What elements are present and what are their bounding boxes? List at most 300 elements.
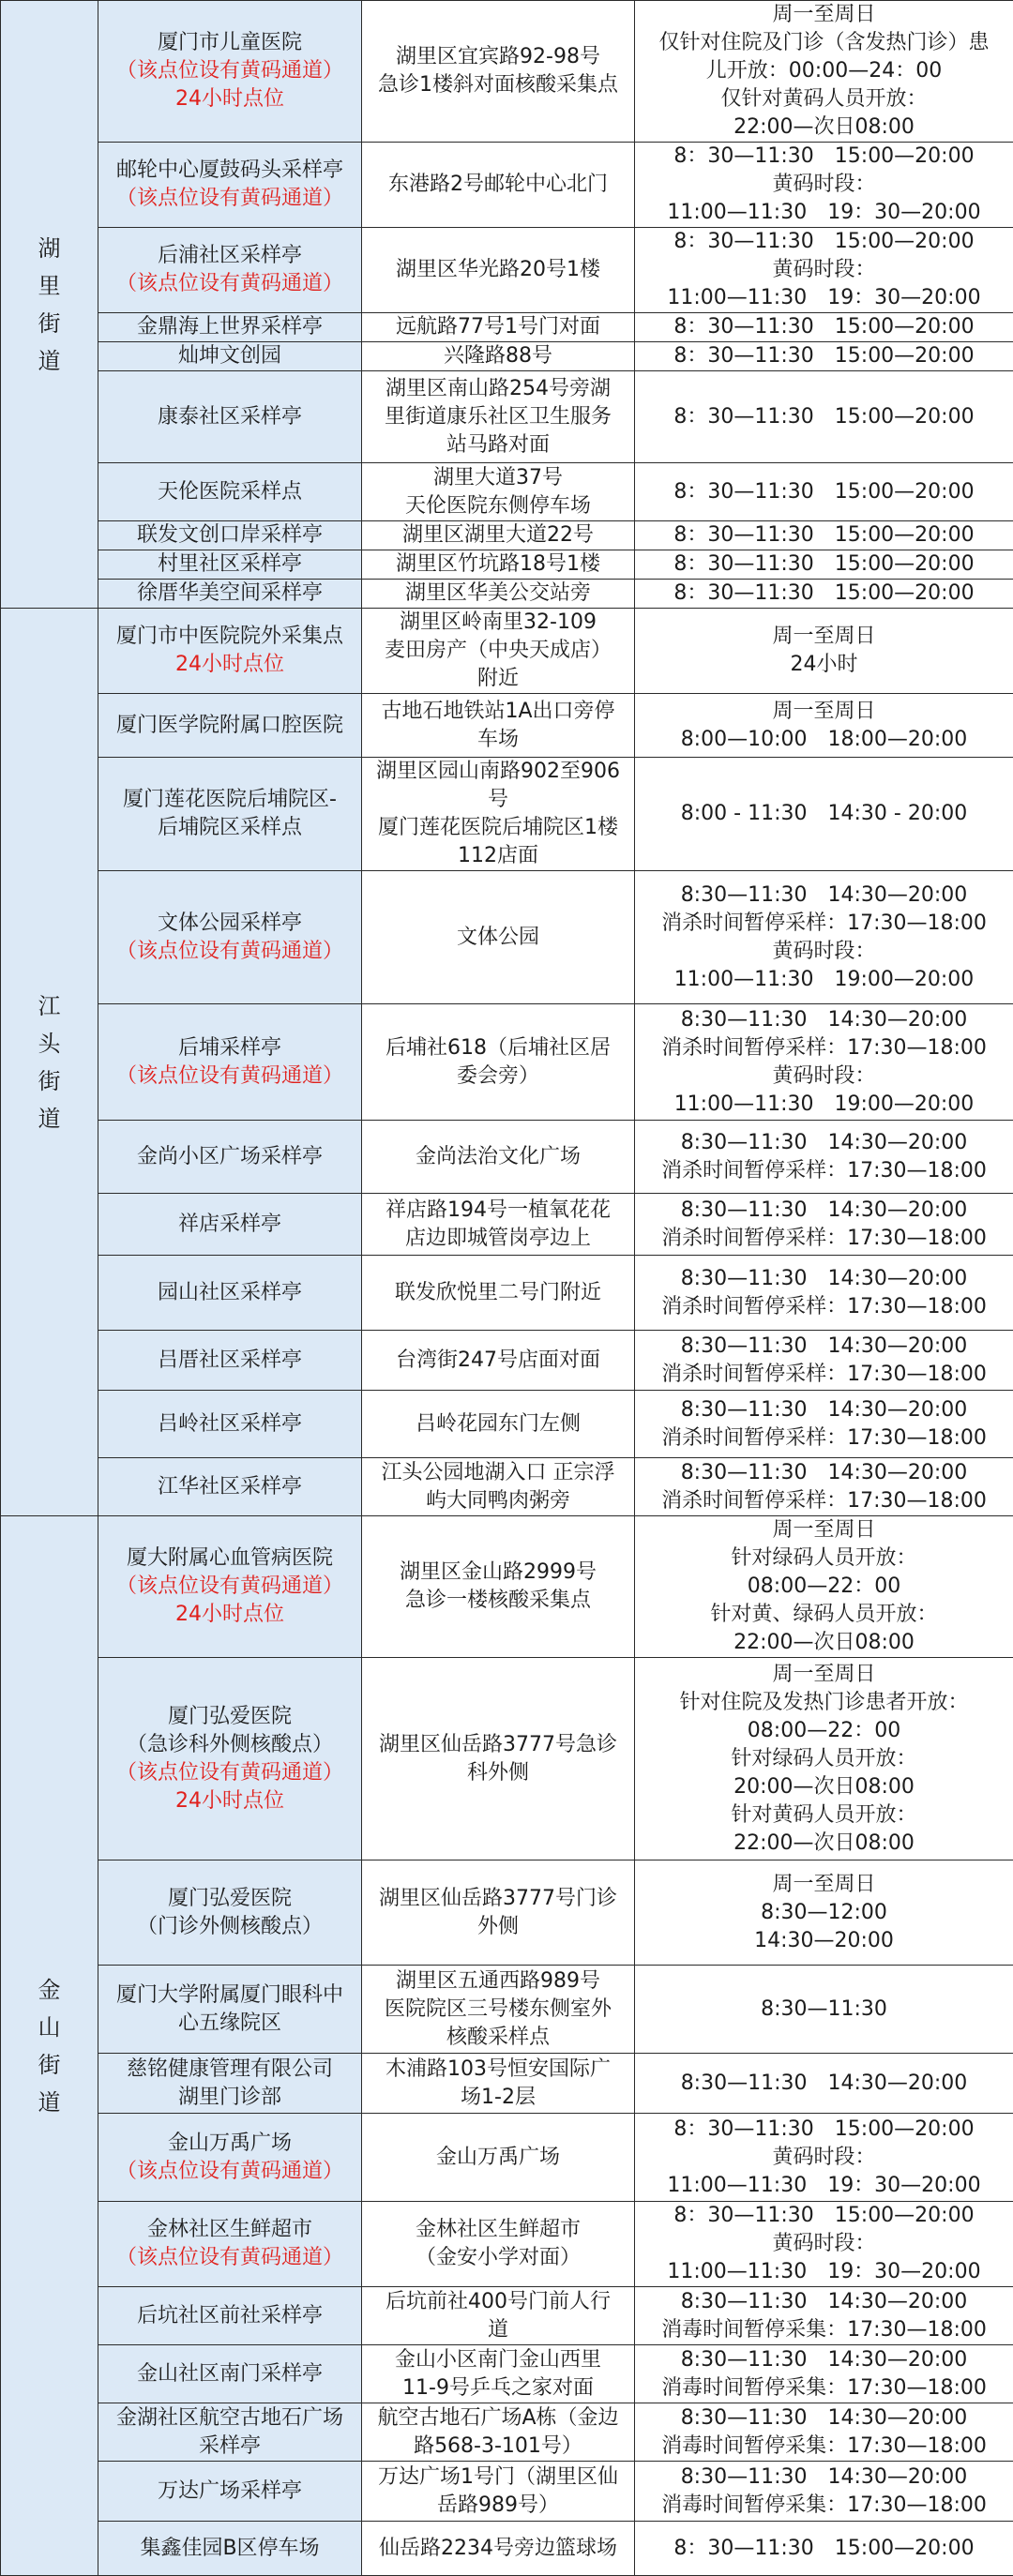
address-cell [362,342,635,371]
hours-line: 周一至周日 [639,1661,1009,1689]
hours-line: 8：30—11:30 15:00—20:00 [639,521,1009,550]
hours-line: 8：30—11:30 15:00—20:00 [639,478,1009,506]
address-cell [362,228,635,313]
table-row [1,521,1013,550]
hours-cell [635,1256,1013,1331]
site-name-cell [98,371,362,463]
hours-cell [635,2522,1013,2576]
hours-line: 8：30—11:30 15:00—20:00 [639,2116,1009,2144]
address-line: 金山小区南门金山西里 [366,2346,630,2374]
address-line: 车场 [366,726,630,754]
hours-line: 08:00—22：00 [639,1717,1009,1745]
site-name-cell [98,580,362,609]
site-name-cell [98,609,362,694]
address-cell [362,371,635,463]
table-row [1,2345,1013,2403]
hours-line: 周一至周日 [639,698,1009,726]
district-name-char: 金 [5,1971,94,2009]
site-name-line: 厦门大学附属厦门眼科中 [102,1981,357,2010]
district-cell [1,1,98,609]
hours-line: 黄码时段： [639,256,1009,284]
hours-line: 消杀时间暂停采样：17:30—18:00 [639,1487,1009,1515]
district-name-char: 道 [5,2084,94,2121]
table-row [1,2522,1013,2576]
site-name-cell [98,1331,362,1391]
hours-line: 8:30—12:00 [639,1899,1009,1927]
site-name-line: 后浦社区采样亭 [102,242,357,270]
district-name-char: 道 [5,342,94,380]
address-line: 台湾街247号店面对面 [366,1347,630,1375]
hours-line: 22:00—次日08:00 [639,1830,1009,1858]
hours-line: 8:30—11:30 14:30—20:00 [639,1129,1009,1157]
site-name-line: 慈铭健康管理有限公司 [102,2056,357,2084]
address-line: 天伦医院东侧停车场 [366,492,630,520]
hours-cell [635,1658,1013,1860]
table-row [1,2114,1013,2202]
table-row [1,1,1013,143]
site-name-cell [98,2462,362,2522]
hours-line: 消毒时间暂停采集：17:30—18:00 [639,2316,1009,2344]
district-name-char: 江 [5,987,94,1025]
hours-line: 针对绿码人员开放： [639,1745,1009,1773]
site-name-line: 文体公园采样亭 [102,910,357,938]
district-name-char: 湖 [5,230,94,267]
site-name-line: 厦大附属心血管病医院 [102,1544,357,1573]
address-line: 湖里区竹坑路18号1楼 [366,550,630,579]
hours-line: 周一至周日 [639,623,1009,651]
address-line: 112店面 [366,842,630,870]
address-line: 号 [366,786,630,814]
site-name-cell [98,2202,362,2287]
hours-line: 黄码时段： [639,171,1009,199]
site-note-red: 24小时点位 [102,651,357,679]
site-name-line: 厦门弘爱医院 [102,1703,357,1731]
site-name-line: 金湖社区航空古地石广场 [102,2404,357,2433]
site-name-cell [98,2054,362,2114]
hours-line: 8:30—11:30 14:30—20:00 [639,2463,1009,2492]
address-line: （金安小学对面） [366,2244,630,2272]
district-name-char: 街 [5,2046,94,2084]
site-name-line: 江华社区采样亭 [102,1473,357,1501]
hours-line: 08:00—22：00 [639,1573,1009,1601]
hours-line: 22:00—次日08:00 [639,1629,1009,1657]
district-name-char: 里 [5,267,94,305]
hours-line: 针对黄码人员开放： [639,1801,1009,1830]
address-cell [362,1458,635,1516]
hours-cell [635,1,1013,143]
site-name-cell [98,2345,362,2403]
site-name-cell [98,2287,362,2345]
address-line: 金林社区生鲜超市 [366,2216,630,2244]
hours-line: 8：30—11:30 15:00—20:00 [639,2535,1009,2563]
hours-line: 11:00—11:30 19：30—20:00 [639,2258,1009,2286]
site-name-line: 邮轮中心厦鼓码头采样亭 [102,157,357,185]
address-line: 11-9号乒乓之家对面 [366,2374,630,2403]
hours-line: 针对黄、绿码人员开放： [639,1601,1009,1629]
hours-line: 8:30—11:30 14:30—20:00 [639,1333,1009,1361]
address-cell [362,550,635,580]
hours-cell [635,143,1013,228]
table-row [1,1658,1013,1860]
site-name-line: 厦门市儿童医院 [102,29,357,57]
table-row [1,1256,1013,1331]
hours-line: 周一至周日 [639,1871,1009,1899]
hours-cell [635,2202,1013,2287]
address-line: 湖里大道37号 [366,464,630,492]
hours-cell [635,463,1013,521]
address-cell [362,1194,635,1256]
hours-line: 消毒时间暂停采集：17:30—18:00 [639,2433,1009,2461]
table-row [1,609,1013,694]
hours-line: 20:00—次日08:00 [639,1773,1009,1801]
address-line: 道 [366,2316,630,2344]
table-row [1,143,1013,228]
address-line: 远航路77号1号门对面 [366,313,630,341]
site-name-cell [98,871,362,1004]
site-name-cell [98,1256,362,1331]
hours-line: 11:00—11:30 19：30—20:00 [639,2172,1009,2200]
address-line: 金山万禹广场 [366,2144,630,2172]
table-row [1,2287,1013,2345]
hours-line: 消杀时间暂停采样：17:30—18:00 [639,1225,1009,1253]
table-row [1,550,1013,580]
site-name-cell [98,342,362,371]
hours-line: 11:00—11:30 19:00—20:00 [639,966,1009,994]
address-line: 急诊1楼斜对面核酸采集点 [366,71,630,99]
site-name-cell [98,2114,362,2202]
address-line: 急诊一楼核酸采集点 [366,1587,630,1615]
site-name-cell [98,694,362,758]
address-cell [362,1121,635,1194]
table-row [1,580,1013,609]
hours-line: 周一至周日 [639,1516,1009,1544]
address-cell [362,1966,635,2054]
site-name-line: 厦门市中医院院外采集点 [102,623,357,651]
address-line: 联发欣悦里二号门附近 [366,1279,630,1307]
site-name-line: 厦门弘爱医院 [102,1885,357,1913]
site-name-line: 祥店采样亭 [102,1211,357,1239]
table-row [1,1860,1013,1966]
site-name-line: 金尚小区广场采样亭 [102,1143,357,1171]
address-line: 岳路989号） [366,2492,630,2520]
hours-cell [635,1391,1013,1458]
address-cell [362,1004,635,1121]
hours-cell [635,1004,1013,1121]
table-row [1,1331,1013,1391]
address-line: 里街道康乐社区卫生服务 [366,403,630,431]
site-name-cell [98,1516,362,1658]
address-cell [362,1,635,143]
table-row [1,1966,1013,2054]
address-cell [362,143,635,228]
hours-line: 11:00—11:30 19：30—20:00 [639,199,1009,227]
hours-line: 消杀时间暂停采样：17:30—18:00 [639,1034,1009,1062]
hours-line: 8:30—11:30 [639,1996,1009,2024]
site-name-cell [98,313,362,342]
hours-cell [635,521,1013,550]
hours-cell [635,313,1013,342]
address-cell [362,694,635,758]
table-row [1,313,1013,342]
address-line: 湖里区仙岳路3777号急诊 [366,1731,630,1759]
address-cell [362,609,635,694]
hours-cell [635,758,1013,871]
address-cell [362,871,635,1004]
address-line: 厦门莲花医院后埔院区1楼 [366,814,630,842]
hours-line: 8：30—11:30 15:00—20:00 [639,228,1009,256]
table-row [1,871,1013,1004]
address-cell [362,463,635,521]
hours-line: 8:30—11:30 14:30—20:00 [639,2288,1009,2316]
site-name-cell [98,228,362,313]
hours-line: 黄码时段： [639,1062,1009,1091]
address-line: 湖里区华光路20号1楼 [366,256,630,284]
table-row [1,371,1013,463]
address-line: 金尚法治文化广场 [366,1143,630,1171]
site-name-line: 金山社区南门采样亭 [102,2360,357,2388]
address-line: 湖里区南山路254号旁湖 [366,375,630,403]
address-line: 湖里区华美公交站旁 [366,580,630,608]
address-line: 湖里区仙岳路3777号门诊 [366,1885,630,1913]
site-name-cell [98,1121,362,1194]
hours-line: 针对绿码人员开放： [639,1544,1009,1573]
hours-line: 11:00—11:30 19:00—20:00 [639,1091,1009,1119]
hours-line: 8:30—11:30 14:30—20:00 [639,1006,1009,1034]
table-row [1,2054,1013,2114]
address-cell [362,580,635,609]
address-line: 东港路2号邮轮中心北门 [366,171,630,199]
hours-line: 8：30—11:30 15:00—20:00 [639,403,1009,431]
hours-line: 周一至周日 [639,1,1009,29]
site-note-red: 24小时点位 [102,85,357,113]
hours-line: 8:00 - 11:30 14:30 - 20:00 [639,800,1009,828]
hours-line: 消杀时间暂停采样：17:30—18:00 [639,1293,1009,1321]
hours-line: 8：30—11:30 15:00—20:00 [639,580,1009,608]
site-name-line: 天伦医院采样点 [102,478,357,506]
site-name-cell [98,1966,362,2054]
site-name-cell [98,1391,362,1458]
hours-line: 儿开放：00:00—24：00 [639,57,1009,85]
site-name-line: 金鼎海上世界采样亭 [102,313,357,341]
site-name-line: 金山万禹广场 [102,2130,357,2158]
hours-line: 8：30—11:30 15:00—20:00 [639,313,1009,341]
hours-line: 8:30—11:30 14:30—20:00 [639,2346,1009,2374]
address-line: 站马路对面 [366,431,630,459]
hours-cell [635,228,1013,313]
address-cell [362,2522,635,2576]
site-note-red: （该点位设有黄码通道） [102,1573,357,1601]
site-note-red: （该点位设有黄码通道） [102,1759,357,1787]
address-line: 科外侧 [366,1759,630,1787]
site-name-cell [98,521,362,550]
site-note-red: （该点位设有黄码通道） [102,57,357,85]
address-cell [362,1256,635,1331]
hours-line: 消杀时间暂停采样：17:30—18:00 [639,1157,1009,1185]
site-name-cell [98,1658,362,1860]
hours-line: 11:00—11:30 19：30—20:00 [639,284,1009,312]
address-line: 湖里区五通西路989号 [366,1967,630,1996]
hours-line: 8:30—11:30 14:30—20:00 [639,1197,1009,1225]
address-cell [362,1391,635,1458]
site-name-line: 湖里门诊部 [102,2084,357,2112]
hours-line: 仅针对住院及门诊（含发热门诊）患 [639,29,1009,57]
hours-cell [635,1458,1013,1516]
address-line: 店边即城管岗亭边上 [366,1225,630,1253]
site-name-cell [98,1194,362,1256]
site-note-red: （该点位设有黄码通道） [102,270,357,298]
site-name-cell [98,2403,362,2462]
hours-line: 消杀时间暂停采样：17:30—18:00 [639,1424,1009,1453]
address-line: 后坑前社400号门前人行 [366,2288,630,2316]
table-row [1,758,1013,871]
site-name-line: 后埔院区采样点 [102,814,357,842]
address-line: 路568-3-101号） [366,2433,630,2461]
district-name-char: 头 [5,1025,94,1062]
hours-cell [635,580,1013,609]
site-name-line: 厦门莲花医院后埔院区- [102,786,357,814]
hours-line: 8:00—10:00 18:00—20:00 [639,726,1009,754]
site-name-line: 金林社区生鲜超市 [102,2216,357,2244]
address-line: 场1-2层 [366,2084,630,2112]
address-cell [362,521,635,550]
address-cell [362,1516,635,1658]
hours-cell [635,342,1013,371]
table-row [1,1194,1013,1256]
hours-cell [635,694,1013,758]
site-note-red: 24小时点位 [102,1601,357,1629]
address-line: 麦田房产（中央天成店） [366,637,630,665]
address-line: 核酸采样点 [366,2024,630,2052]
hours-line: 黄码时段： [639,2230,1009,2258]
site-name-line: 厦门医学院附属口腔医院 [102,712,357,740]
site-name-cell [98,1458,362,1516]
address-line: 湖里区金山路2999号 [366,1559,630,1587]
hours-cell [635,1331,1013,1391]
table-row [1,228,1013,313]
hours-line: 24小时 [639,651,1009,679]
site-name-cell [98,550,362,580]
hours-line: 8:30—11:30 14:30—20:00 [639,1396,1009,1424]
address-cell [362,2114,635,2202]
address-cell [362,2287,635,2345]
site-name-line: 联发文创口岸采样亭 [102,521,357,550]
hours-line: 8:30—11:30 14:30—20:00 [639,1265,1009,1293]
table-row [1,1516,1013,1658]
address-cell [362,1658,635,1860]
site-name-line: 心五缘院区 [102,2010,357,2038]
site-name-cell [98,1860,362,1966]
address-cell [362,2403,635,2462]
address-cell [362,313,635,342]
hours-cell [635,2114,1013,2202]
address-cell [362,2462,635,2522]
site-name-line: 村里社区采样亭 [102,550,357,579]
site-name-cell [98,143,362,228]
site-name-cell [98,2522,362,2576]
site-note-red: （该点位设有黄码通道） [102,2244,357,2272]
site-name-line: （门诊外侧核酸点） [102,1913,357,1941]
hours-line: 8:30—11:30 14:30—20:00 [639,1459,1009,1487]
site-name-line: 后坑社区前社采样亭 [102,2302,357,2330]
hours-line: 22:00—次日08:00 [639,113,1009,142]
site-name-cell [98,1004,362,1121]
hours-cell [635,2054,1013,2114]
address-cell [362,2202,635,2287]
site-name-line: 康泰社区采样亭 [102,403,357,431]
address-line: 木浦路103号恒安国际广 [366,2056,630,2084]
hours-line: 仅针对黄码人员开放： [639,85,1009,113]
table-row [1,1121,1013,1194]
hours-cell [635,609,1013,694]
hours-line: 消杀时间暂停采样：17:30—18:00 [639,1361,1009,1389]
hours-cell [635,1860,1013,1966]
address-line: 后埔社618（后埔社区居 [366,1034,630,1062]
site-name-line: （急诊科外侧核酸点） [102,1731,357,1759]
site-name-line: 吕厝社区采样亭 [102,1347,357,1375]
hours-line: 消毒时间暂停采集：17:30—18:00 [639,2374,1009,2403]
district-name-char: 道 [5,1100,94,1137]
address-line: 文体公园 [366,924,630,952]
hours-line: 8：30—11:30 15:00—20:00 [639,342,1009,370]
address-line: 仙岳路2234号旁边篮球场 [366,2535,630,2563]
address-cell [362,2345,635,2403]
hours-cell [635,871,1013,1004]
address-line: 湖里区湖里大道22号 [366,521,630,550]
site-name-cell [98,758,362,871]
site-name-line: 后埔采样亭 [102,1034,357,1062]
hours-line: 消毒时间暂停采集：17:30—18:00 [639,2492,1009,2520]
site-note-red: 24小时点位 [102,1787,357,1815]
hours-cell [635,2403,1013,2462]
table-row [1,1004,1013,1121]
address-line: 屿大同鸭肉粥旁 [366,1487,630,1515]
hours-line: 黄码时段： [639,938,1009,966]
site-note-red: （该点位设有黄码通道） [102,938,357,966]
district-name-char: 街 [5,305,94,342]
site-name-line: 万达广场采样亭 [102,2478,357,2506]
hours-line: 14:30—20:00 [639,1927,1009,1955]
site-name-line: 园山社区采样亭 [102,1279,357,1307]
address-cell [362,758,635,871]
table-row [1,2403,1013,2462]
site-name-line: 徐厝华美空间采样亭 [102,580,357,608]
hours-line: 8：30—11:30 15:00—20:00 [639,143,1009,171]
site-note-red: （该点位设有黄码通道） [102,1062,357,1091]
address-line: 兴隆路88号 [366,342,630,370]
site-name-cell [98,463,362,521]
hours-cell [635,2345,1013,2403]
table-row [1,2462,1013,2522]
site-note-red: （该点位设有黄码通道） [102,185,357,213]
address-line: 委会旁） [366,1062,630,1091]
district-cell [1,609,98,1516]
district-name-char: 山 [5,2009,94,2046]
hours-cell [635,2462,1013,2522]
address-cell [362,1860,635,1966]
address-cell [362,2054,635,2114]
site-name-line: 灿坤文创园 [102,342,357,370]
address-line: 祥店路194号一植氧花花 [366,1197,630,1225]
address-line: 吕岭花园东门左侧 [366,1410,630,1439]
hours-cell [635,371,1013,463]
hours-line: 8：30—11:30 15:00—20:00 [639,550,1009,579]
address-line: 江头公园地湖入口 正宗浮 [366,1459,630,1487]
hours-line: 消杀时间暂停采样：17:30—18:00 [639,910,1009,938]
table-row [1,1391,1013,1458]
table-row [1,463,1013,521]
hours-cell [635,1516,1013,1658]
address-line: 湖里区岭南里32-109 [366,609,630,637]
